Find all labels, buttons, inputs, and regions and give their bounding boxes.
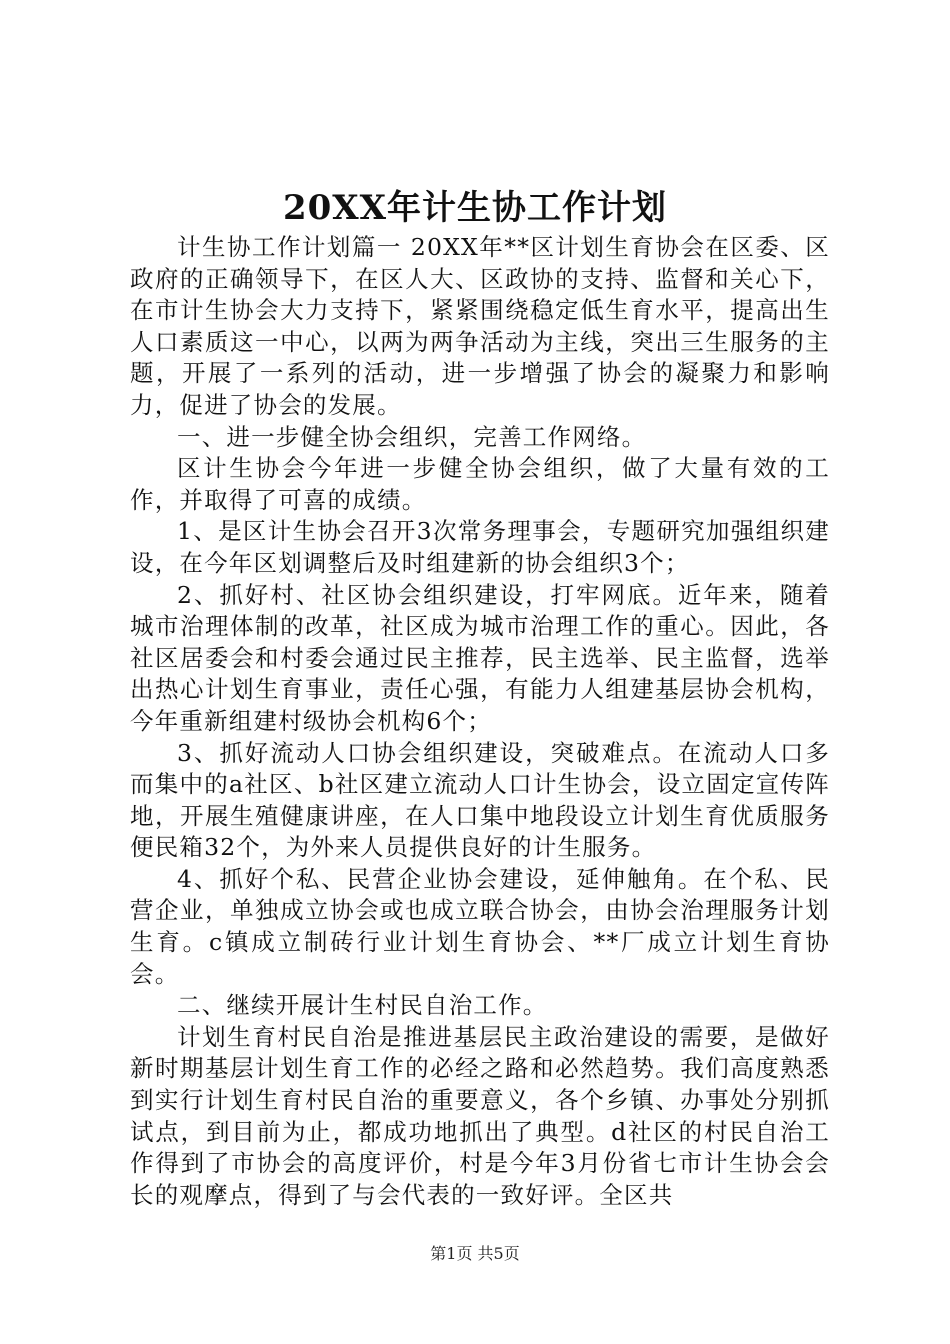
paragraph: 计划生育村民自治是推进基层民主政治建设的需要，是做好新时期基层计划生育工作的必经之路和必然趋势。我们高度熟悉到实行计划生育村民自治的重要意义，各个乡镇、办事处分别抓试点，到目前为止，都成功地抓出了典型。d社区的村民自治工作得到了市协会的高度评价，村是今年3月份省七市计生协会会长的观摩点，得到了与会代表的一致好评。全区共: [130, 1022, 830, 1209]
paragraph-intro: 计生协工作计划篇一 20XX年**区计划生育协会在区委、区政府的正确领导下，在区人大、区政协的支持、监督和关心下，在市计生协会大力支持下，紧紧围绕稳定低生育水平，提高出生人口素质这一中心，以两为两争活动为主线，突出三生服务的主题，开展了一系列的活动，进一步增强了协会的凝聚力和影响力，促进了协会的发展。: [130, 233, 830, 419]
section-heading-1: 一、进一步健全协会组织，完善工作网络。: [177, 422, 647, 451]
document-title: 20XX年计生协工作计划: [282, 188, 668, 228]
paragraph: 区计生协会今年进一步健全协会组织，做了大量有效的工作，并取得了可喜的成绩。: [130, 454, 830, 514]
list-item: 3、抓好流动人口协会组织建设，突破难点。在流动人口多而集中的a社区、b社区建立流动人口计生协会，设立固定宣传阵地，开展生殖健康讲座，在人口集中地段设立计划生育优质服务便民箱32个，为外来人员提供良好的计生服务。: [130, 738, 830, 862]
list-item: 2、抓好村、社区协会组织建设，打牢网底。近年来，随着城市治理体制的改革，社区成为城市治理工作的重心。因此，各社区居委会和村委会通过民主推荐，民主选举、民主监督，选举出热心计划生育事业，责任心强，有能力人组建基层协会机构，今年重新组建村级协会机构6个；: [130, 580, 830, 735]
section-heading-2: 二、继续开展计生村民自治工作。: [177, 991, 548, 1020]
list-item: 1、是区计生协会召开3次常务理事会，专题研究加强组织建设，在今年区划调整后及时组建新的协会组织3个；: [130, 517, 830, 577]
page-number-footer: 第1页 共5页: [430, 1244, 520, 1263]
document-body: [130, 232, 830, 1211]
list-item: 4、抓好个私、民营企业协会建设，延伸触角。在个私、民营企业，单独成立协会或也成立联合协会，由协会治理服务计划生育。c镇成立制砖行业计划生育协会、**厂成立计划生育协会。: [130, 864, 830, 988]
